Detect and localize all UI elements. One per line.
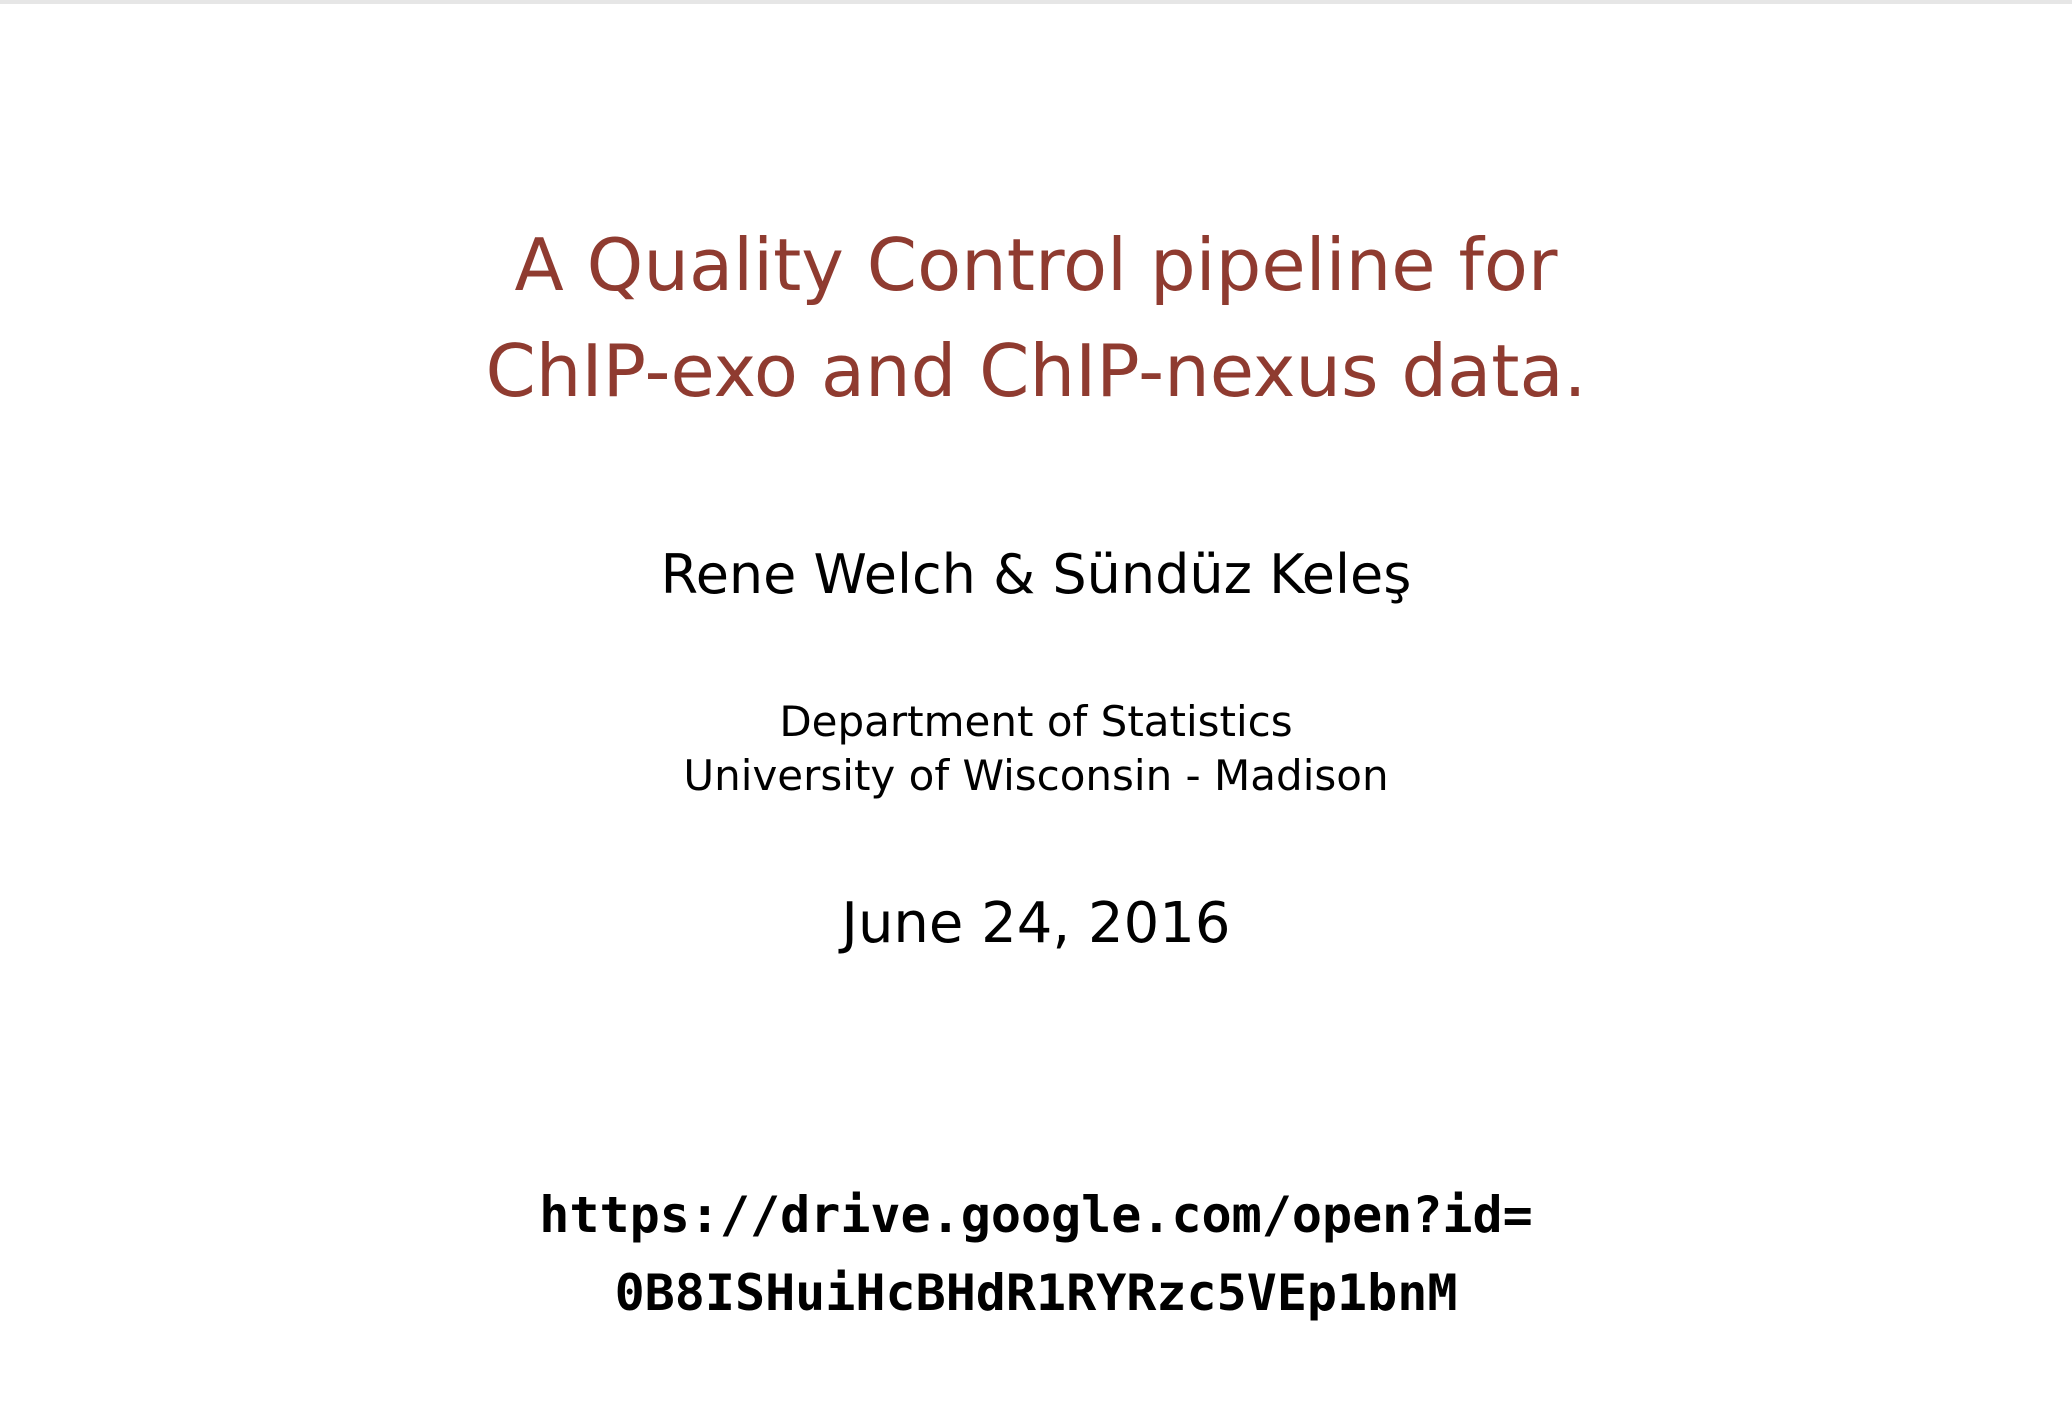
university: University of Wisconsin - Madison (683, 751, 1389, 800)
presentation-date: June 24, 2016 (841, 891, 1231, 956)
title-line-2: ChIP-exo and ChIP-nexus data. (485, 329, 1587, 413)
slide-title (0, 212, 2072, 424)
top-border (0, 0, 2072, 4)
title-line-1: A Quality Control pipeline for (514, 223, 1558, 307)
department: Department of Statistics (779, 697, 1293, 746)
drive-link-line-1[interactable]: https://drive.google.com/open?id= (539, 1186, 1533, 1244)
drive-link[interactable] (0, 1176, 2072, 1332)
drive-link-line-2[interactable]: 0B8ISHuiHcBHdR1RYRzc5VEp1bnM (614, 1264, 1458, 1322)
affiliation (0, 695, 2072, 803)
authors: Rene Welch & Sündüz Keleş (660, 543, 1412, 606)
